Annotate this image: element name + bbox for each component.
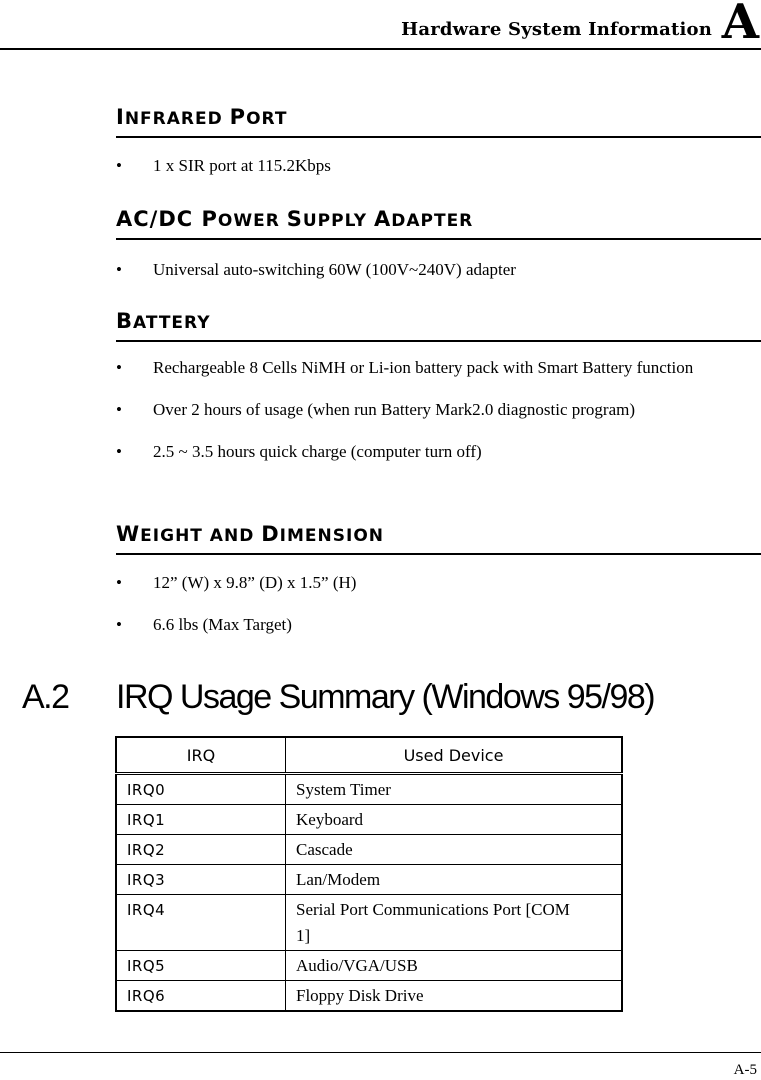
device-cell: Cascade — [286, 835, 623, 865]
table-row — [116, 865, 622, 895]
table-row — [116, 805, 622, 835]
list-item: • 2.5 ~ 3.5 hours quick charge (computer turn off) — [116, 436, 761, 468]
list-item: • Universal auto-switching 60W (100V~240V) adapter — [116, 254, 761, 286]
section-title: INFRARED PORT — [116, 105, 288, 129]
irq-usage-table — [115, 736, 623, 1012]
device-cell: Lan/Modem — [286, 865, 623, 895]
irq-cell: IRQ1 — [116, 805, 286, 835]
section-heading-title: IRQ Usage Summary (Windows 95/98) — [116, 678, 655, 716]
section-rule — [116, 136, 761, 138]
table-header-row — [116, 737, 622, 774]
list-item: • 6.6 lbs (Max Target) — [116, 609, 761, 641]
list-item: • Rechargeable 8 Cells NiMH or Li-ion battery pack with Smart Battery function — [116, 352, 761, 384]
irq-cell: IRQ3 — [116, 865, 286, 895]
device-cell: Audio/VGA/USB — [286, 951, 623, 981]
irq-cell: IRQ2 — [116, 835, 286, 865]
page-number: A-5 — [733, 1062, 757, 1078]
irq-cell: IRQ4 — [116, 895, 286, 951]
column-header-irq: IRQ — [116, 737, 286, 774]
header-rule — [0, 48, 761, 50]
device-cell: System Timer — [286, 774, 623, 805]
device-cell: Serial Port Communications Port [COM 1] — [286, 895, 623, 951]
section-title: WEIGHT AND DIMENSION — [116, 522, 385, 546]
section-title: BATTERY — [116, 309, 211, 333]
bullet-list — [116, 567, 761, 641]
table-row — [116, 951, 622, 981]
section-infrared-port — [116, 104, 761, 182]
section-battery — [116, 308, 761, 468]
table-row — [116, 981, 622, 1012]
irq-cell: IRQ0 — [116, 774, 286, 805]
section-weight-dimension — [116, 521, 761, 641]
irq-cell: IRQ6 — [116, 981, 286, 1012]
section-rule — [116, 238, 761, 240]
section-rule — [116, 340, 761, 342]
column-header-used-device: Used Device — [286, 737, 623, 774]
bullet-list — [116, 352, 761, 468]
header-title: Hardware System Information — [401, 19, 712, 40]
section-title: AC/DC POWER SUPPLY ADAPTER — [116, 207, 474, 231]
table-row — [116, 895, 622, 951]
irq-cell: IRQ5 — [116, 951, 286, 981]
section-number: A.2 — [22, 678, 69, 716]
appendix-letter: A — [721, 0, 759, 50]
bullet-list — [116, 254, 761, 286]
device-cell: Keyboard — [286, 805, 623, 835]
table-row — [116, 835, 622, 865]
table-row — [116, 774, 622, 805]
page-header — [0, 0, 761, 50]
list-item: • 1 x SIR port at 115.2Kbps — [116, 150, 761, 182]
section-power-adapter — [116, 206, 761, 286]
footer-rule — [0, 1052, 761, 1053]
device-cell: Floppy Disk Drive — [286, 981, 623, 1012]
section-rule — [116, 553, 761, 555]
list-item: • Over 2 hours of usage (when run Battery Mark2.0 diagnostic program) — [116, 394, 761, 426]
list-item: • 12” (W) x 9.8” (D) x 1.5” (H) — [116, 567, 761, 599]
bullet-list — [116, 150, 761, 182]
